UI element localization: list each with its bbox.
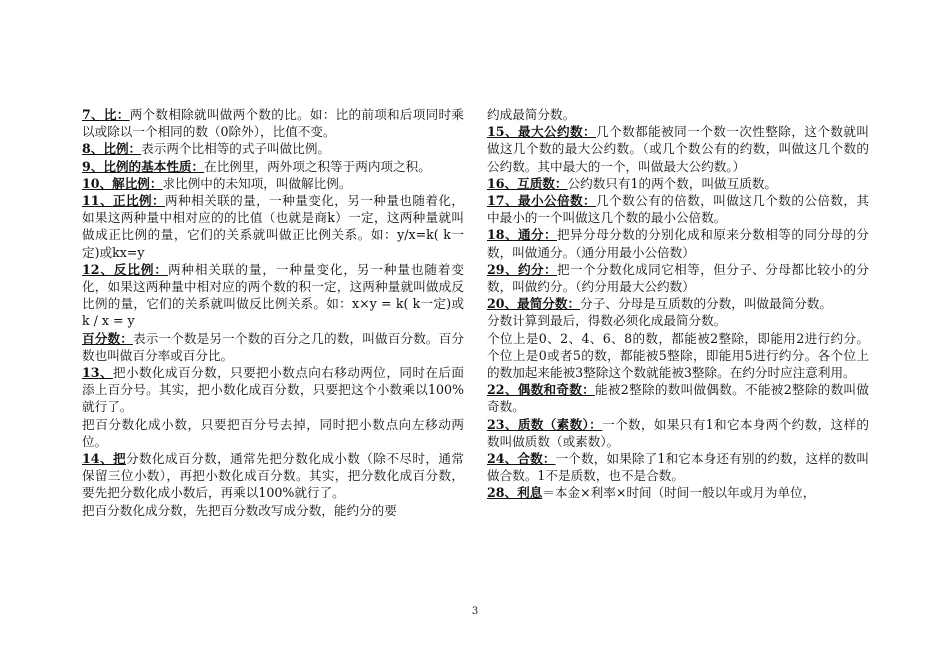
term-heading: 20、最简分数： (487, 296, 581, 312)
definition-text: 求比例中的未知项，叫做解比例。 (162, 175, 352, 191)
term-heading: 28、利息 (487, 485, 543, 501)
right-paragraph (487, 450, 869, 484)
right-paragraph (487, 381, 869, 415)
left-paragraph (82, 140, 464, 157)
definition-text: 在比例里，两外项之积等于两内项之积。 (204, 158, 431, 174)
definition-text: 能被2整除的数叫做偶数。不能被2整除的数叫做奇数。 (487, 382, 870, 415)
definition-text: 一个数，如果除了1和它本身还有别的约数，这样的数叫做合数。1不是质数，也不是合数。 (487, 451, 869, 484)
right-paragraph (487, 175, 869, 192)
definition-text: 公约数只有1的两个数，叫做互质数。 (567, 175, 778, 191)
term-heading: 16、互质数： (487, 175, 568, 191)
definition-text: 分子、分母是互质数的分数，叫做最简分数。 (580, 296, 832, 312)
term-heading: 8、比例： (82, 141, 142, 157)
definition-text: 几个数都能被同一个数一次性整除，这个数就叫做这几个数的最大公约数。（或几个数公有的约数，叫做这几个数的公约数。其中最大的一个，叫做最大公约数。） (487, 124, 870, 174)
left-paragraph (82, 364, 464, 416)
definition-text: 一个数，如果只有1和它本身两个约数，这样的数叫做质数（或素数）。 (487, 416, 869, 449)
right-paragraph (487, 484, 869, 501)
right-paragraph (487, 192, 869, 226)
definition-text: 把一个分数化成同它相等，但分子、分母都比较小的分数，叫做约分。（约分用最大公约数） (487, 261, 869, 295)
definition-text: ＝本金×利率×时间（时间一般以年或月为单位， (542, 485, 816, 501)
definition-text: 两个数相除就叫做两个数的比。如：比的前项和后项同时乘以或除以一个相同的数（0除外），比值不变。 (82, 107, 465, 140)
term-heading: 7、比： (82, 107, 130, 122)
term-heading: 17、最小公倍数： (487, 193, 597, 209)
term-heading: 29、约分： (487, 261, 558, 277)
right-paragraph (487, 106, 869, 123)
definition-text: 几个数公有的倍数，叫做这几个数的公倍数，其中最小的一个叫做这几个数的最小公倍数。 (487, 193, 870, 226)
left-column (82, 106, 464, 519)
left-paragraph (82, 330, 464, 364)
left-paragraph (82, 192, 464, 261)
term-heading: 24、合数： (487, 451, 556, 467)
definition-text: 分数计算到最后，得数必须化成最简分数。 (487, 313, 727, 329)
left-paragraph (82, 450, 464, 502)
page-number: 3 (471, 606, 479, 617)
term-heading: 11、正比例： (82, 193, 166, 209)
definition-text: 个位上是0、2、4、6、8的数，都能被2整除，即能用2进行约分。个位上是0或者5的数，都能被5整除，即能用5进行约分。各个位上的数加起来能被3整除这个数就能被3整除。在约分时应注意利用。 (487, 330, 869, 381)
right-paragraph (487, 312, 869, 329)
right-paragraph (487, 330, 869, 382)
left-paragraph (82, 502, 464, 519)
right-paragraph (487, 123, 869, 175)
term-heading: 22、偶数和奇数： (487, 382, 596, 398)
definition-text: 两种相关联的量，一种量变化，另一种量也随着变化，如果这两种量中相对应的两个数的积一定，这两种量就叫做成反比例的量，它们的关系就叫做反比例关系。如：x×y = k( k一定)或k / x = y (82, 261, 465, 329)
term-heading: 9、比例的基本性质： (82, 158, 205, 174)
right-column (487, 106, 869, 502)
definition-text: 把百分数化成分数，先把百分数改写成分数，能约分的要 (82, 502, 397, 518)
term-heading: 15、最大公约数： (487, 124, 597, 140)
left-paragraph (82, 158, 464, 175)
term-heading: 百分数： (82, 330, 133, 346)
right-paragraph (487, 261, 869, 295)
definition-text: 约成最简分数。 (487, 107, 576, 122)
right-paragraph (487, 416, 869, 450)
left-paragraph (82, 175, 464, 192)
definition-text: 分数化成百分数，通常先把分数化成小数（除不尽时，通常保留三位小数），再把小数化成百分数。其实，把分数化成百分数，要先把分数化成小数后，再乘以100%就行了。 (82, 451, 464, 501)
definition-text: 表示一个数是另一个数的百分之几的数，叫做百分数。百分数也叫做百分率或百分比。 (82, 330, 465, 363)
term-heading: 18、通分： (487, 227, 558, 243)
left-paragraph (82, 416, 464, 450)
term-heading: 12、反比例： (82, 261, 168, 277)
definition-text: 表示两个比相等的式子叫做比例。 (141, 141, 331, 157)
definition-text: 把异分母分数的分别化成和原来分数相等的同分母的分数，叫做通分。（通分用最小公倍数） (487, 227, 869, 260)
term-heading: 23、质数（素数）： (487, 416, 603, 432)
term-heading: 14、把 (82, 451, 126, 467)
term-heading: 10、解比例： (82, 175, 163, 191)
left-paragraph (82, 106, 464, 140)
definition-text: 把百分数化成小数，只要把百分号去掉，同时把小数点向左移动两位。 (82, 416, 464, 449)
definition-text: 两种相关联的量，一种量变化，另一种量也随着化，如果这两种量中相对应的的比值（也就是商k）一定，这两种量就叫做成正比例的量，它们的关系就叫做正比例关系。如：y/x=k( k一定)或kx=y (82, 193, 465, 260)
term-heading: 13、 (82, 365, 113, 381)
right-paragraph (487, 226, 869, 260)
right-paragraph (487, 295, 869, 312)
left-paragraph (82, 261, 464, 330)
definition-text: 把小数化成百分数，只要把小数点向右移动两位，同时在后面添上百分号。其实，把小数化成百分数，只要把这个小数乘以100%就行了。 (82, 365, 464, 415)
